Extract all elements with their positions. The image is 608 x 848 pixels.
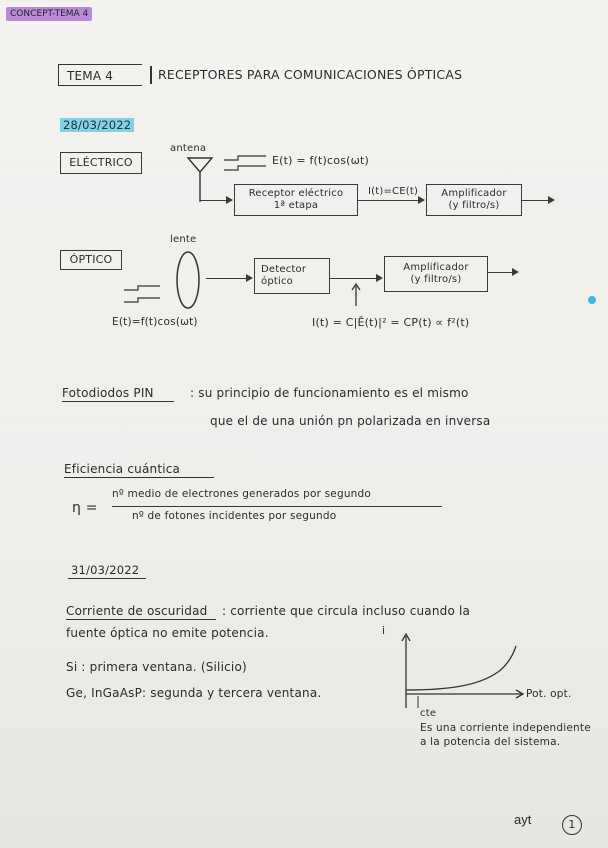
date-2: 31/03/2022: [71, 563, 140, 577]
receptor-electrico-box: [234, 184, 358, 216]
box-line: Detector: [261, 264, 307, 275]
term-underline: [62, 401, 174, 402]
wave-arrows-icon: [218, 151, 268, 175]
graph-note-1: Es una corriente independiente: [420, 722, 591, 734]
title-underline: [64, 477, 214, 478]
antenna-icon: [186, 156, 216, 206]
eficiencia-lhs: η =: [72, 500, 98, 516]
box-line: (y filtro/s): [410, 274, 462, 285]
connector: [358, 200, 424, 201]
electrico-label: ELÉCTRICO: [60, 152, 142, 174]
box-line: Amplificador: [403, 262, 469, 273]
arrow-icon: [548, 196, 555, 204]
date-underline: [68, 578, 146, 579]
eficiencia-numerator: nº medio de electrones generados por segundo: [112, 488, 372, 500]
connector: [522, 200, 550, 201]
connector: [330, 278, 380, 279]
box-line: óptico: [261, 276, 293, 287]
germanio-text: Ge, InGaAsP: segunda y tercera ventana.: [66, 686, 322, 700]
title-separator: [150, 66, 152, 84]
dark-current-graph: [398, 632, 528, 714]
arrow-icon: [246, 274, 253, 282]
page-title: RECEPTORES PARA COMUNICACIONES ÓPTICAS: [158, 67, 463, 82]
antenna-label: antena: [170, 143, 207, 154]
tema-label: TEMA 4: [58, 64, 142, 86]
lens-icon: [168, 248, 208, 312]
silicio-text: Si : primera ventana. (Silicio): [66, 660, 247, 674]
detector-optico-box: [254, 258, 330, 294]
oscuridad-term: Corriente de oscuridad: [66, 604, 208, 618]
box-line: 1ª etapa: [273, 200, 319, 211]
oscuridad-line2: fuente óptica no emite potencia.: [66, 626, 269, 640]
amplificador-box-1: [426, 184, 522, 216]
lens-label: lente: [170, 234, 197, 245]
graph-cte-label: cte: [420, 708, 437, 719]
optico-label: ÓPTICO: [60, 250, 122, 270]
eficiencia-denominator: nº de fotones incidentes por segundo: [132, 510, 337, 522]
box-line: Receptor eléctrico: [248, 188, 344, 199]
optico-equation: I(t) = C|Ē(t)|² = CP(t) ∝ f²(t): [312, 316, 470, 329]
box-line: (y filtro/s): [448, 200, 500, 211]
optico-signal: E(t)=f(t)cos(ωt): [112, 316, 198, 328]
arrow-icon: [418, 196, 425, 204]
topic-tag: CONCEPT-TEMA 4: [6, 7, 92, 21]
arrow-icon: [376, 274, 383, 282]
fotodiodo-line2: que el de una unión pn polarizada en inversa: [210, 414, 491, 428]
page-number: 1: [562, 815, 582, 835]
fotodiodo-term: Fotodiodos PIN: [62, 386, 154, 400]
highlight-dot: [588, 296, 596, 304]
electrico-mid-eq: I(t)=CE(t): [368, 186, 419, 197]
oscuridad-line1: : corriente que circula incluso cuando la: [222, 604, 471, 618]
connector: [206, 278, 250, 279]
fraction-bar: [112, 506, 442, 507]
up-arrow-icon: [350, 282, 362, 308]
arrow-icon: [512, 268, 519, 276]
fotodiodo-line1: : su principio de funcionamiento es el mismo: [190, 386, 469, 400]
box-line: Amplificador: [441, 188, 507, 199]
connector: [488, 272, 514, 273]
graph-x-label: Pot. opt.: [526, 688, 572, 700]
electrico-signal: E(t) = f(t)cos(ωt): [272, 154, 370, 167]
amplificador-box-2: [384, 256, 488, 292]
graph-y-label: i: [382, 624, 386, 637]
arrow-icon: [226, 196, 233, 204]
date-highlight-1: 28/03/2022: [60, 118, 134, 132]
eficiencia-title: Eficiencia cuántica: [64, 462, 181, 476]
signature: ayt: [514, 812, 532, 827]
term-underline: [66, 619, 216, 620]
graph-note-2: a la potencia del sistema.: [420, 736, 561, 748]
